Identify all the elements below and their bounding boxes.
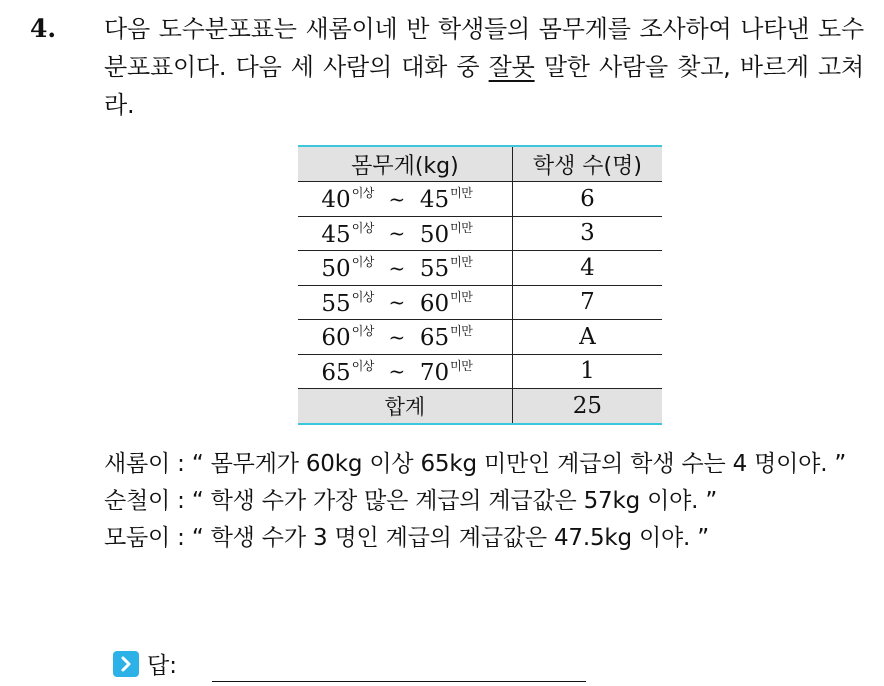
range-low: $60^{이상}$	[321, 324, 374, 352]
range-high: $55^{미만}$	[419, 255, 473, 283]
student-count: 1	[512, 354, 662, 389]
table-row	[298, 251, 662, 286]
table-row	[298, 354, 662, 389]
range-low: $55^{이상}$	[321, 289, 374, 317]
question-number: 4.	[30, 14, 57, 43]
dialogue	[104, 446, 864, 557]
student-count: 7	[512, 285, 662, 320]
table-total-row	[298, 389, 662, 424]
range-low: $50^{이상}$	[321, 255, 374, 283]
range-high: $70^{미만}$	[419, 358, 473, 386]
student-count: 4	[512, 251, 662, 286]
weight-range	[298, 251, 512, 286]
table-row	[298, 216, 662, 251]
range-tilde: ~	[388, 255, 406, 280]
question-text-after: 말한 사람을 찾고, 바르게 고쳐라.	[104, 53, 865, 119]
student-count: A	[512, 320, 662, 355]
dialogue-line-modum: 모둠이 : “ 학생 수가 3 명인 계급의 계급값은 47.5kg 이야. ”	[104, 525, 709, 551]
answer-blank[interactable]	[212, 681, 586, 682]
question-underlined-word: 잘못	[488, 53, 535, 81]
header-count: 학생 수(명)	[512, 146, 662, 182]
answer-label: 답:	[147, 653, 177, 679]
header-weight: 몸무게(kg)	[298, 146, 512, 182]
student-count: 3	[512, 216, 662, 251]
range-low: $40^{이상}$	[321, 186, 374, 214]
dialogue-line-saerom: 새롬이 : “ 몸무게가 60kg 이상 65kg 미만인 계급의 학생 수는 4 명이야. ”	[104, 451, 847, 477]
chevron-right-icon	[113, 651, 139, 677]
student-count: 6	[512, 182, 662, 217]
range-tilde: ~	[388, 290, 406, 315]
range-low: $65^{이상}$	[321, 358, 374, 386]
total-label: 합계	[298, 389, 512, 424]
table-row	[298, 320, 662, 355]
weight-range	[298, 354, 512, 389]
table-header-row	[298, 146, 662, 182]
total-value: 25	[512, 389, 662, 424]
table-row	[298, 285, 662, 320]
range-tilde: ~	[388, 324, 406, 349]
weight-range	[298, 216, 512, 251]
question-text-before: 다음 도수분포표는 새롬이네 반 학생들의 몸무게를 조사하여 나타낸 도수분포표이다. 다음 세 사람의 대화 중	[104, 15, 864, 81]
range-high: $50^{미만}$	[419, 220, 473, 248]
range-high: $45^{미만}$	[419, 186, 473, 214]
question-stem	[104, 10, 864, 124]
frequency-table	[298, 145, 662, 425]
weight-range	[298, 285, 512, 320]
weight-range	[298, 320, 512, 355]
weight-range	[298, 182, 512, 217]
answer-area	[113, 647, 177, 680]
table-row	[298, 182, 662, 217]
range-tilde: ~	[388, 186, 406, 211]
range-high: $65^{미만}$	[419, 324, 473, 352]
range-high: $60^{미만}$	[419, 289, 473, 317]
dialogue-line-suncheol: 순철이 : “ 학생 수가 가장 많은 계급의 계급값은 57kg 이야. ”	[104, 488, 718, 514]
range-tilde: ~	[388, 221, 406, 246]
range-tilde: ~	[388, 359, 406, 384]
range-low: $45^{이상}$	[321, 220, 374, 248]
